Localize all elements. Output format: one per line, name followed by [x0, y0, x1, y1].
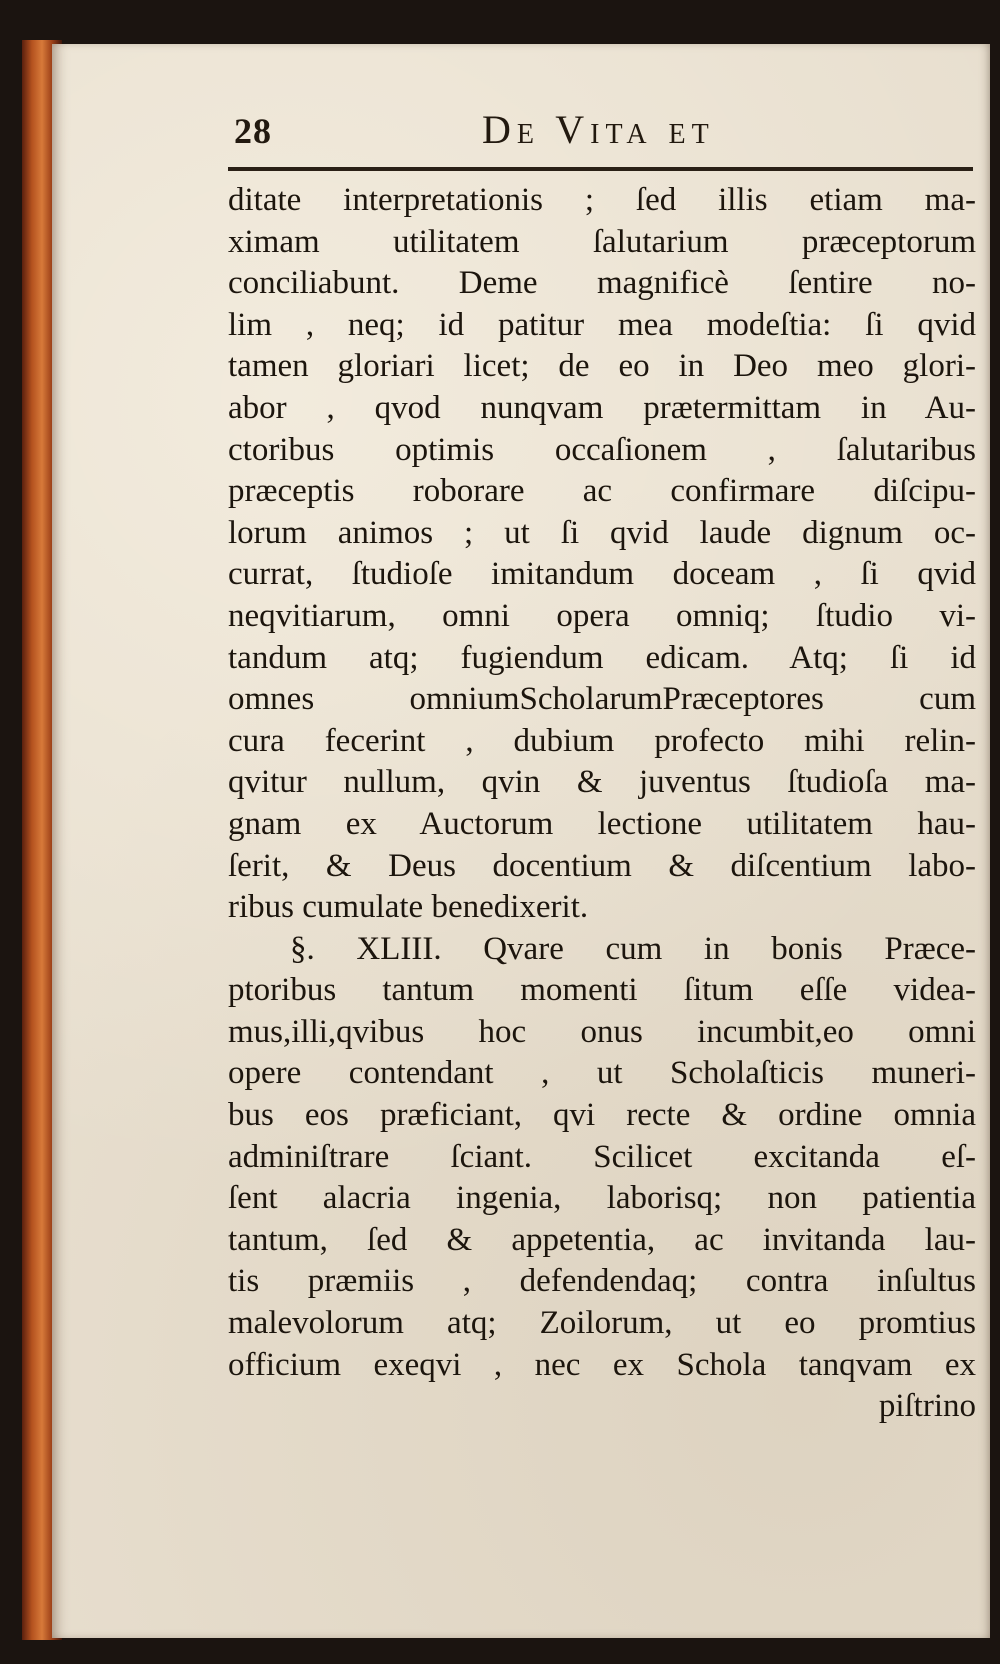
text-line: cura fecerint , dubium profecto mihi relin-: [228, 722, 976, 759]
body-text: [228, 180, 976, 1428]
text-line: lorum animos ; ut ſi qvid laude dignum oc-: [228, 514, 976, 551]
catchword: piſtrino: [878, 1388, 976, 1425]
text-line: ctoribus optimis occaſionem , ſalutaribus: [228, 431, 976, 468]
text-line: tantum, ſed & appetentia, ac invitanda lau-: [228, 1221, 976, 1258]
text-line: currat, ſtudioſe imitandum doceam , ſi qvid: [228, 556, 976, 593]
text-line: neqvitiarum, omni opera omniq; ſtudio vi-: [228, 597, 976, 634]
running-head: [182, 100, 972, 160]
text-line: tis præmiis , defendendaq; contra inſultus: [228, 1263, 976, 1300]
text-line: tamen gloriari licet; de eo in Deo meo glori-: [228, 348, 976, 385]
text-line: mus,illi,qvibus hoc onus incumbit,eo omni: [228, 1013, 976, 1050]
text-line: ditate interpretationis ; ſed illis etiam ma-: [228, 182, 976, 218]
text-line: §. XLIII. Qvare cum in bonis Præce-: [290, 930, 976, 967]
text-line: ſent alacria ingenia, laborisq; non patientia: [228, 1180, 976, 1217]
text-line: opere contendant , ut Scholaſticis muneri-: [228, 1055, 976, 1092]
header-rule: [228, 167, 973, 171]
running-title: De Vita et: [482, 107, 715, 152]
text-line: omnes omniumScholarumPræceptores cum: [228, 681, 976, 718]
text-line: tandum atq; fugiendum edicam. Atq; ſi id: [228, 639, 976, 676]
text-line: bus eos præficiant, qvi recte & ordine omnia: [228, 1097, 976, 1134]
text-line: lim , neq; id patitur mea modeſtia: ſi qvid: [228, 306, 976, 343]
text-line: præceptis roborare ac confirmare diſcipu-: [228, 473, 976, 510]
text-line: ribus cumulate benedixerit.: [228, 889, 589, 926]
text-line: ximam utilitatem ſalutarium præceptorum: [228, 223, 976, 260]
text-line: officium exeqvi , nec ex Schola tanqvam ex: [228, 1346, 976, 1383]
text-line: gnam ex Auctorum lectione utilitatem hau-: [228, 805, 976, 842]
text-line: ptoribus tantum momenti ſitum eſſe videa-: [228, 972, 976, 1009]
text-line: conciliabunt. Deme magnificè ſentire no-: [228, 265, 976, 302]
text-line: malevolorum atq; Zoilorum, ut eo promtius: [228, 1305, 976, 1342]
text-line: adminiſtrare ſciant. Scilicet excitanda eſ-: [228, 1138, 976, 1175]
text-line: abor , qvod nunqvam prætermittam in Au-: [228, 389, 976, 426]
page-number: 28: [234, 111, 272, 151]
text-line: qvitur nullum, qvin & juventus ſtudioſa ma-: [228, 764, 976, 801]
text-line: ſerit, & Deus docentium & diſcentium labo-: [228, 847, 976, 884]
